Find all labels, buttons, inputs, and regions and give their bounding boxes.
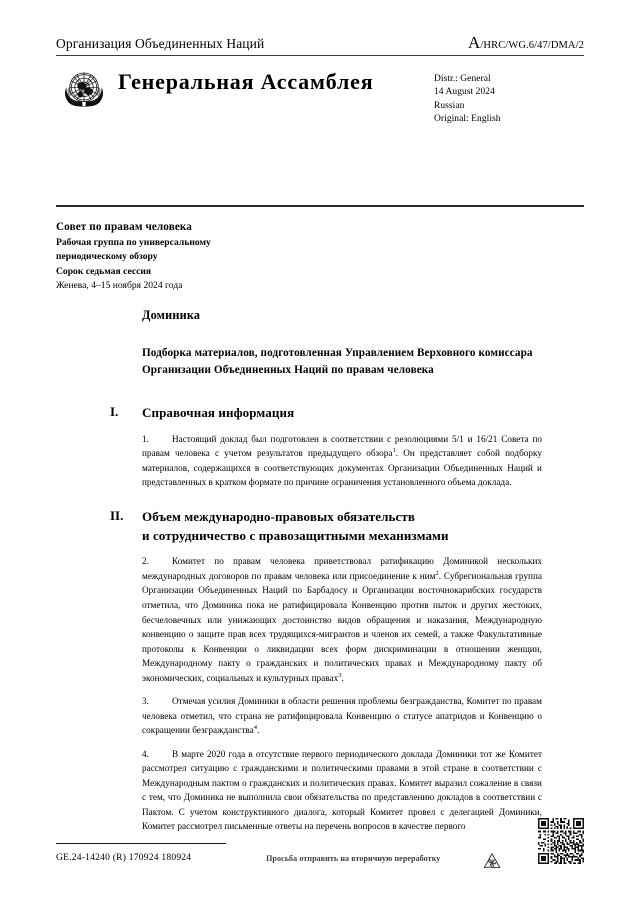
paragraph-4 xyxy=(142,747,542,834)
document-date: 14 August 2024 xyxy=(434,87,495,98)
session-venue-dates: Женева, 4–15 ноября 2024 года xyxy=(56,279,183,291)
paragraph-1 xyxy=(142,432,542,490)
document-title-line-2: комиссара Организации Объединенных Наций по правам xyxy=(142,347,533,377)
header-top-row xyxy=(56,34,584,54)
header-main-row xyxy=(56,65,584,127)
recycle-note: Просьба отправить на вторичную переработку xyxy=(266,854,441,863)
paragraph-2-text-b: . Субрегиональная группа Организации Объединенных Наций по Барбадосу и Организации восточнокарибских государств отметила, что Доминика пока не ратифицировала Конвенцию против пыток и других жестоких, бесчеловечных или унижающих достоинство видов обращения и наказания, Международную конвенцию о защите прав всех трудящихся-мигрантов и членов их семей, а также Факультативные протоколы к Конвенции о ликвидации всех форм дискриминации в отношении женщин, Международному пакту о гражданских и политических правах и Международному пакту об экономических, социальных и культурных правах xyxy=(142,570,542,683)
header-divider-bottom xyxy=(56,205,584,207)
recycling-icon xyxy=(481,852,503,872)
section-title-1: Справочная информация xyxy=(142,404,295,420)
header-divider-top xyxy=(56,55,584,56)
section-title-2 xyxy=(142,508,449,546)
job-number: GE.24-14240 (R) 170924 180924 xyxy=(56,852,192,863)
paragraph-2-text-a: Комитет по правам человека приветствовал ратификацию Доминикой нескольких международных договоров по правам человека или присоединение к ним xyxy=(142,556,542,581)
paragraph-3-text-b: . xyxy=(257,725,260,736)
paragraph-number-4: 4. xyxy=(142,748,149,759)
paragraph-2-text-c: . xyxy=(341,672,344,683)
paragraph-number-3: 3. xyxy=(142,696,149,707)
document-language: Russian xyxy=(434,100,465,111)
footnote-ref-1: 1 xyxy=(392,447,396,455)
organization-name: Организация Объединенных Наций xyxy=(56,35,265,51)
document-symbol-rest: /HRC/WG.6/47/DMA/2 xyxy=(480,40,584,51)
paragraph-1-text-a: Настоящий доклад был подготовлен в соответствии с резолюциями 5/1 и 16/21 Совета по правам человека с учетом результатов предыдущего обзора xyxy=(142,433,542,459)
council-name: Совет по правам человека xyxy=(56,221,192,233)
document-symbol-prefix: A xyxy=(468,33,481,52)
working-group-line-2: периодическому обзору xyxy=(56,251,158,263)
section-heading-1 xyxy=(110,403,542,423)
document-title-line-3: человека xyxy=(387,364,434,377)
section-number-1: I. xyxy=(110,403,119,419)
working-group-line-1: Рабочая группа по универсальному xyxy=(56,236,211,248)
paragraph-2 xyxy=(142,554,542,685)
session-block xyxy=(56,219,386,293)
document-header xyxy=(56,34,584,126)
session-number: Сорок седьмая сессия xyxy=(56,265,152,277)
body-title: Генеральная Ассамблея xyxy=(118,68,374,94)
footnote-ref-2: 2 xyxy=(435,569,439,577)
distribution-type: Distr.: General xyxy=(434,73,491,84)
section-number-2: II. xyxy=(110,507,124,523)
document-title-line-1: Подборка материалов, подготовленная Управлением Верховного xyxy=(142,347,476,359)
un-emblem-icon xyxy=(56,67,112,115)
paragraph-1-text-b: . Он представляет собой подборку материалов, содержащихся в соответствующих документах Организации Объединенных Наций и представленных в кратком формате по причине ограничения установленного объема доклада. xyxy=(142,448,542,488)
footnote-ref-3: 3 xyxy=(338,671,342,679)
document-footer xyxy=(56,852,584,872)
section-title-2-line-1: Объем международно-правовых обязательств xyxy=(142,508,415,524)
document-title xyxy=(142,345,542,380)
original-language: Original: English xyxy=(434,114,501,124)
section-title-2-line-2: и сотрудничество с правозащитными механизмами xyxy=(142,527,449,543)
footnote-ref-4: 4 xyxy=(253,724,258,732)
paragraph-3 xyxy=(142,694,542,738)
country-name: Доминика xyxy=(142,308,201,322)
document-symbol xyxy=(468,34,584,52)
paragraph-3-text-a: Отмечая усилия Доминики в области решения проблемы безгражданства, Комитет по правам человека отметил, что страна не ратифицировала Конвенцию о статусе апатридов и Конвенцию о сокращении безгражданства xyxy=(142,696,542,736)
distribution-block xyxy=(434,73,584,127)
paragraph-4-text-a: В марте 2020 года в отсутствие первого периодического доклада Доминики тот же Комитет рассмотрел ситуацию с гражданскими и политическими правами в этой стране в соответствии с Международным пактом о гражданских и политических правах. Комитет выразил сожаление в связи с тем, что Доминика не выполнила свои обязательства по представлению докладов в соответствии с Пактом. С учетом конструктивного диалога, который Комитет провел с делегацией Доминики, Комитет рассмотрел письменные ответы на перечень вопросов в качестве первого xyxy=(142,748,542,832)
footer-divider xyxy=(56,843,226,844)
document-body xyxy=(110,308,542,843)
paragraph-number-1: 1. xyxy=(142,433,149,444)
paragraph-number-2: 2. xyxy=(142,556,149,567)
section-heading-2 xyxy=(110,507,542,546)
